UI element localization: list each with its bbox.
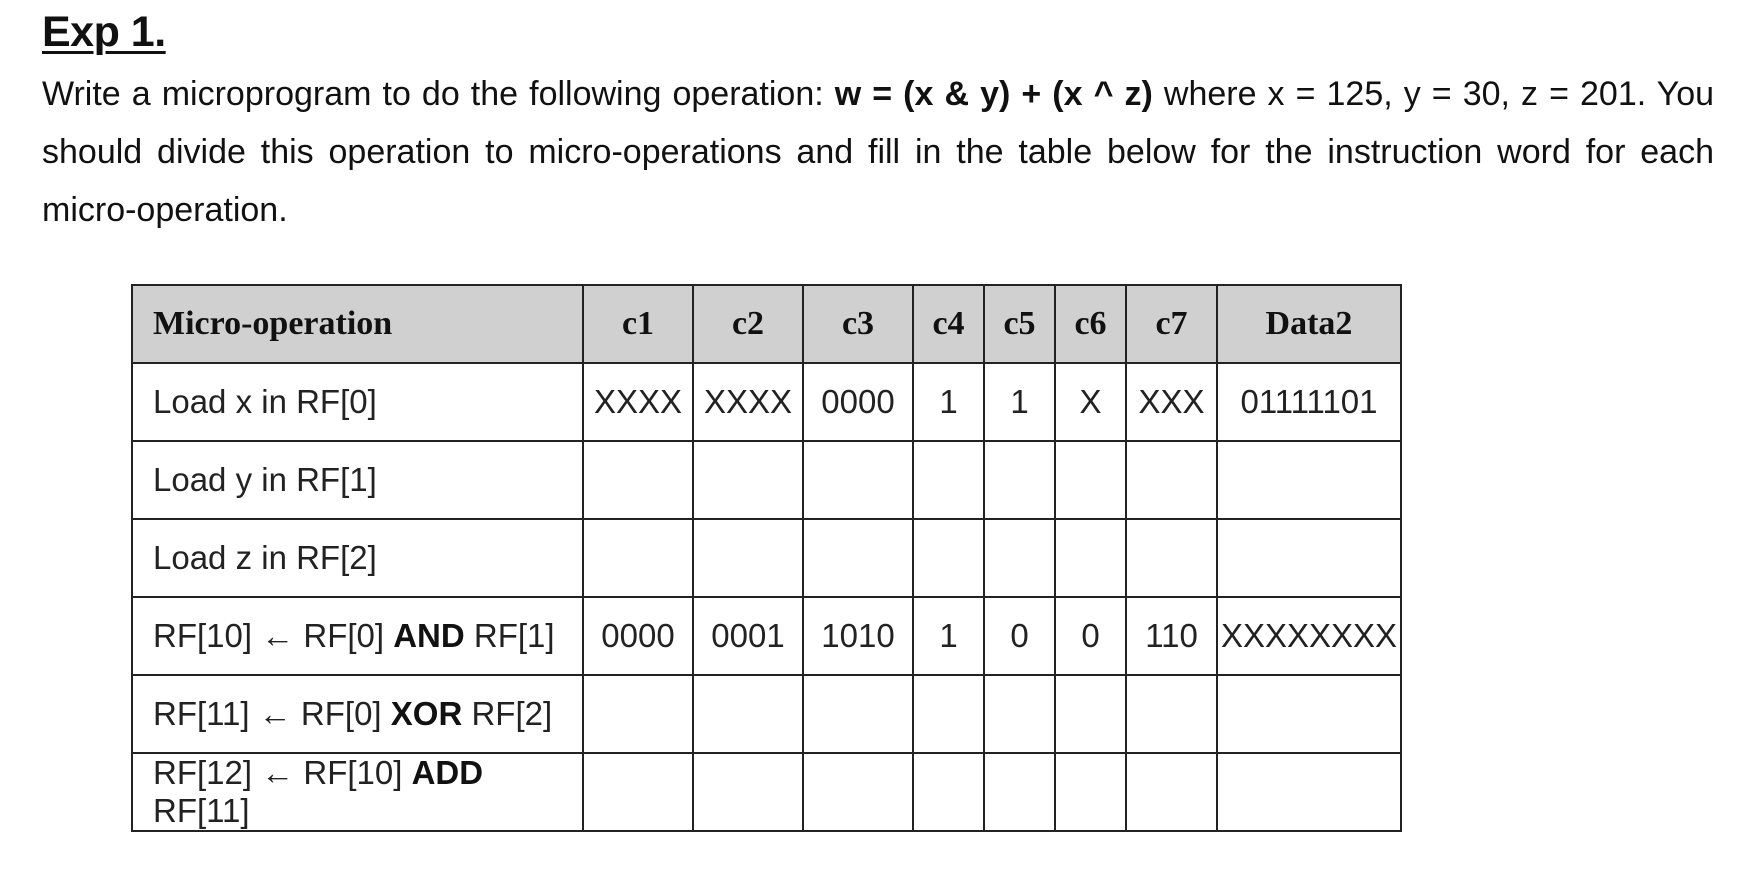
c1-cell: XXXX (583, 363, 693, 441)
header-c4: c4 (913, 285, 984, 363)
instructions-intro: Write a microprogram to do the following operation: (42, 75, 835, 113)
c4-cell[interactable] (913, 675, 984, 753)
micro-operation-cell: Load y in RF[1] (132, 441, 583, 519)
c7-cell[interactable] (1126, 441, 1217, 519)
c2-cell[interactable] (693, 519, 803, 597)
c3-cell[interactable] (803, 441, 913, 519)
c5-cell: 0 (984, 597, 1055, 675)
c4-cell: 1 (913, 363, 984, 441)
page-title: Exp 1. (42, 8, 166, 56)
c5-cell[interactable] (984, 675, 1055, 753)
micro-operation-cell: RF[10] ← RF[0] AND RF[1] (132, 597, 583, 675)
c7-cell[interactable] (1126, 753, 1217, 831)
c7-cell[interactable] (1126, 675, 1217, 753)
header-micro-operation: Micro-operation (132, 285, 583, 363)
c1-cell[interactable] (583, 519, 693, 597)
table-row (132, 363, 1401, 441)
c4-cell[interactable] (913, 519, 984, 597)
instructions-rest: where x = 125, y = 30, z = 201. You should divide this operation to micro-operations and fill in the table below for the instruction word for each micro-operation. (42, 75, 1715, 229)
c2-cell: XXXX (693, 363, 803, 441)
data2-cell: 01111101 (1217, 363, 1401, 441)
header-c2: c2 (693, 285, 803, 363)
data2-cell: XXXXXXXX (1217, 597, 1401, 675)
c6-cell[interactable] (1055, 519, 1126, 597)
header-c1: c1 (583, 285, 693, 363)
c4-cell[interactable] (913, 441, 984, 519)
c2-cell[interactable] (693, 753, 803, 831)
header-data2: Data2 (1217, 285, 1401, 363)
micro-operation-cell: RF[11] ← RF[0] XOR RF[2] (132, 675, 583, 753)
c1-cell[interactable] (583, 753, 693, 831)
micro-operation-cell: Load x in RF[0] (132, 363, 583, 441)
c7-cell: 110 (1126, 597, 1217, 675)
c4-cell[interactable] (913, 753, 984, 831)
c5-cell: 1 (984, 363, 1055, 441)
c6-cell: X (1055, 363, 1126, 441)
c1-cell[interactable] (583, 441, 693, 519)
c3-cell: 0000 (803, 363, 913, 441)
table-row (132, 753, 1401, 831)
header-c5: c5 (984, 285, 1055, 363)
c2-cell[interactable] (693, 441, 803, 519)
micro-operation-cell: Load z in RF[2] (132, 519, 583, 597)
c6-cell[interactable] (1055, 441, 1126, 519)
c3-cell[interactable] (803, 519, 913, 597)
c2-cell[interactable] (693, 675, 803, 753)
c7-cell: XXX (1126, 363, 1217, 441)
operation-formula: w = (x & y) + (x ^ z) (834, 75, 1153, 113)
table-row (132, 441, 1401, 519)
c6-cell: 0 (1055, 597, 1126, 675)
header-c7: c7 (1126, 285, 1217, 363)
c3-cell[interactable] (803, 675, 913, 753)
table-header-row (132, 285, 1401, 363)
c1-cell: 0000 (583, 597, 693, 675)
header-c3: c3 (803, 285, 913, 363)
instructions-paragraph (42, 65, 1714, 239)
table-row (132, 597, 1401, 675)
data2-cell[interactable] (1217, 753, 1401, 831)
c4-cell: 1 (913, 597, 984, 675)
c2-cell: 0001 (693, 597, 803, 675)
c3-cell[interactable] (803, 753, 913, 831)
table-row (132, 519, 1401, 597)
data2-cell[interactable] (1217, 441, 1401, 519)
table-row (132, 675, 1401, 753)
c5-cell[interactable] (984, 753, 1055, 831)
c3-cell: 1010 (803, 597, 913, 675)
header-c6: c6 (1055, 285, 1126, 363)
c5-cell[interactable] (984, 441, 1055, 519)
data2-cell[interactable] (1217, 675, 1401, 753)
micro-operation-cell: RF[12] ← RF[10] ADD RF[11] (132, 753, 583, 831)
c1-cell[interactable] (583, 675, 693, 753)
c7-cell[interactable] (1126, 519, 1217, 597)
c6-cell[interactable] (1055, 753, 1126, 831)
c5-cell[interactable] (984, 519, 1055, 597)
data2-cell[interactable] (1217, 519, 1401, 597)
micro-operation-table (131, 284, 1402, 832)
c6-cell[interactable] (1055, 675, 1126, 753)
